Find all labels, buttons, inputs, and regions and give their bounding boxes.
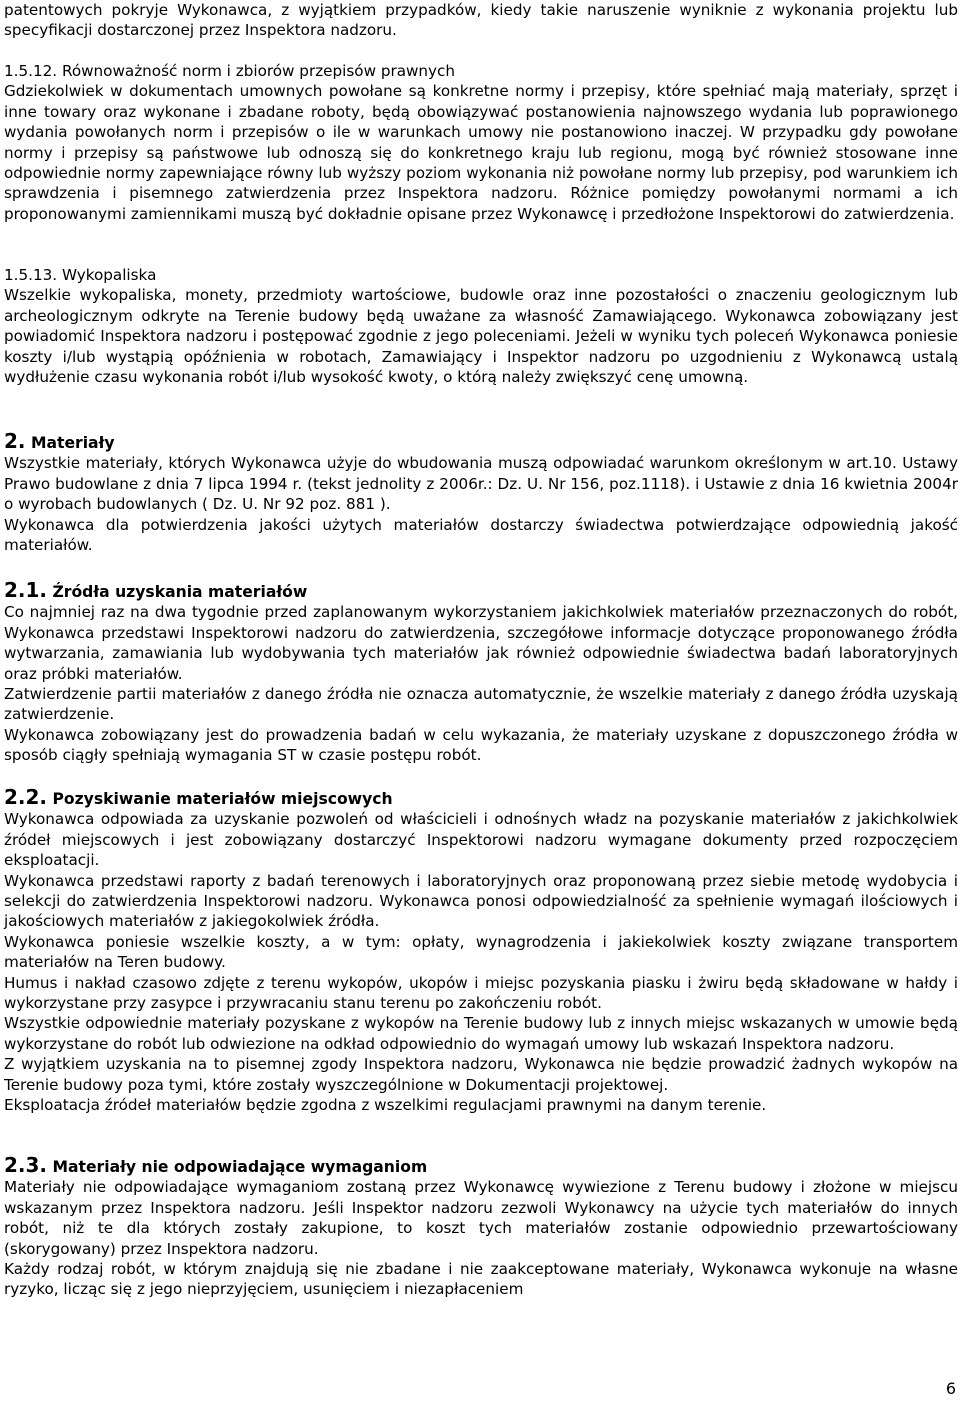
section-1-5-12-heading: 1.5.12. Równoważność norm i zbiorów przepisów prawnych bbox=[4, 62, 456, 80]
section-2-1-heading bbox=[4, 580, 958, 602]
section-2-2-number: 2.2. bbox=[4, 785, 48, 809]
section-1-5-12 bbox=[4, 61, 958, 224]
section-1-5-13-body: Wszelkie wykopaliska, monety, przedmioty wartościowe, budowle oraz inne pozostałości o znaczeniu geologicznym lub archeologicznym odkryte na Terenie budowy będą uważane za własność Zamawiającego. Wykonawca zobowiązany jest powiadomić Inspektora nadzoru i postępować zgodnie z jego poleceniami. Jeżeli w wyniku tych poleceń Wykonawca poniesie koszty i/lub wystąpią opóźnienia w robotach, Zamawiający i Inspektor nadzoru po uzgodnieniu z Wykonawcą ustalą wydłużenie czasu wykonania robót i/lub wysokość kwoty, o którą należy zwiększyć cenę umowną. bbox=[4, 286, 958, 387]
section-2-title: Materiały bbox=[30, 434, 115, 452]
intro-section bbox=[4, 0, 958, 41]
section-2-2-paragraph-2: Wykonawca przedstawi raporty z badań terenowych i laboratoryjnych oraz proponowaną przez siebie metodę wydobycia i selekcji do zatwierdzenia Inspektorowi nadzoru. Wykonawca ponosi odpowiedzialność za spełnienie wymagań ilościowych i jakościowych materiałów z jakiegokolwiek źródła. bbox=[4, 871, 958, 931]
section-2-2-heading bbox=[4, 787, 958, 809]
intro-paragraph: patentowych pokryje Wykonawca, z wyjątkiem przypadków, kiedy takie naruszenie wyniknie z wykonania projektu lub specyfikacji dostarczonej przez Inspektora nadzoru. bbox=[4, 1, 958, 40]
section-2-3-paragraph-2: Każdy rodzaj robót, w którym znajdują się nie zbadane i nie zaakceptowane materiały, Wykonawca wykonuje na własne ryzyko, licząc się z jego nieprzyjęciem, usunięciem i niezapłaceniem bbox=[4, 1260, 958, 1299]
section-2-3-paragraph-1: Materiały nie odpowiadające wymaganiom zostaną przez Wykonawcę wywiezione z Terenu budowy i złożone w miejscu wskazanym przez Inspektora nadzoru. Jeśli Inspektor nadzoru zezwoli Wykonawcy na użycie tych materiałów do innych robót, niż te dla których zostały zakupione, to koszt tych materiałów zostanie odpowiednio przewartościowany (skorygowany) przez Inspektora nadzoru. bbox=[4, 1178, 958, 1258]
section-2-1-paragraph-3: Wykonawca zobowiązany jest do prowadzenia badań w celu wykazania, że materiały uzyskane z dopuszczonego źródła w sposób ciągły spełniają wymagania ST w czasie postępu robót. bbox=[4, 725, 958, 765]
section-2-3-title: Materiały nie odpowiadające wymaganiom bbox=[52, 1158, 428, 1176]
section-2-2-paragraph-1: Wykonawca odpowiada za uzyskanie pozwoleń od właścicieli i odnośnych władz na pozyskanie materiałów z jakichkolwiek źródeł miejscowych i jest zobowiązany dostarczyć Inspektorowi nadzoru wymagane dokumenty przed rozpoczęciem eksploatacji. bbox=[4, 810, 958, 870]
section-2-3 bbox=[4, 1155, 958, 1300]
page-number: 6 bbox=[945, 1379, 956, 1398]
section-2-paragraph-2: Wykonawca dla potwierdzenia jakości użytych materiałów dostarczy świadectwa potwierdzające odpowiednią jakość materiałów. bbox=[4, 515, 958, 555]
section-2-paragraph-1: Wszystkie materiały, których Wykonawca użyje do wbudowania muszą odpowiadać warunkom określonym w art.10. Ustawy Prawo budowlane z dnia 7 lipca 1994 r. (tekst jednolity z 2006r.: Dz. U. Nr 156, poz.1118). i Ustawie z dnia 16 kwietnia 2004r o wyrobach budowlanych ( Dz. U. Nr 92 poz. 881 ). bbox=[4, 454, 958, 514]
section-2-2-paragraph-7: Eksploatacja źródeł materiałów będzie zgodna z wszelkimi regulacjami prawnymi na danym terenie. bbox=[4, 1096, 767, 1115]
section-2-1-paragraph-2: Zatwierdzenie partii materiałów z danego źródła nie oznacza automatycznie, że wszelkie materiały z danego źródła uzyskają zatwierdzenie. bbox=[4, 685, 958, 724]
section-2-2-title: Pozyskiwanie materiałów miejscowych bbox=[52, 790, 393, 808]
section-2-2-paragraph-6: Z wyjątkiem uzyskania na to pisemnej zgody Inspektora nadzoru, Wykonawca nie będzie prowadzić żadnych wykopów na Terenie budowy poza tymi, które zostały wyszczególnione w Dokumentacji projektowej. bbox=[4, 1055, 958, 1094]
section-1-5-13 bbox=[4, 265, 958, 387]
section-2-3-heading bbox=[4, 1155, 958, 1177]
section-2 bbox=[4, 431, 958, 555]
section-2-1 bbox=[4, 580, 958, 766]
section-2-2 bbox=[4, 787, 958, 1116]
section-2-2-paragraph-4: Humus i nakład czasowo zdjęte z terenu wykopów, ukopów i miejsc pozyskania piasku i żwiru będą składowane w hałdy i wykorzystane przy zasypce i przywracaniu stanu terenu po zakończeniu robót. bbox=[4, 973, 958, 1013]
section-2-heading bbox=[4, 431, 958, 453]
section-2-2-paragraph-5: Wszystkie odpowiednie materiały pozyskane z wykopów na Terenie budowy lub z innych miejsc wskazanych w umowie będą wykorzystane do robót lub odwiezione na odkład odpowiednio do wymagań umowy lub wskazań Inspektora nadzoru. bbox=[4, 1014, 958, 1053]
section-2-number: 2. bbox=[4, 429, 26, 453]
section-2-1-paragraph-1: Co najmniej raz na dwa tygodnie przed zaplanowanym wykorzystaniem jakichkolwiek materiałów przeznaczonych do robót, Wykonawca przedstawi Inspektorowi nadzoru do zatwierdzenia, szczegółowe informacje dotyczące proponowanego źródła wytwarzania, zamawiania lub wydobywania tych materiałów jak również odpowiednie świadectwa badań laboratoryjnych oraz próbki materiałów. bbox=[4, 603, 958, 683]
section-2-1-title: Źródła uzyskania materiałów bbox=[52, 583, 308, 601]
section-1-5-12-body: Gdziekolwiek w dokumentach umownych powołane są konkretne normy i przepisy, które spełniać mają materiały, sprzęt i inne towary oraz wykonane i zbadane roboty, będą obowiązywać postanowienia najnowszego wydania lub poprawionego wydania powołanych norm i przepisów o ile w warunkach umowy nie postanowiono inaczej. W przypadku gdy powołane normy i przepisy są państwowe lub odnoszą się do konkretnego kraju lub regionu, mogą być również stosowane inne odpowiednie normy zapewniające równy lub wyższy poziom wykonania niż powołane normy lub przepisy, pod warunkiem ich sprawdzenia i pisemnego zatwierdzenia przez Inspektora nadzoru. Różnice pomiędzy powołanymi normami a ich proponowanymi zamiennikami muszą być dokładnie opisane przez Wykonawcę i przedłożone Inspektorowi do zatwierdzenia. bbox=[4, 82, 958, 223]
section-2-2-paragraph-3: Wykonawca poniesie wszelkie koszty, a w tym: opłaty, wynagrodzenia i jakiekolwiek koszty związane transportem materiałów na Teren budowy. bbox=[4, 932, 958, 972]
section-1-5-13-heading: 1.5.13. Wykopaliska bbox=[4, 266, 157, 284]
section-2-3-number: 2.3. bbox=[4, 1153, 48, 1177]
section-2-1-number: 2.1. bbox=[4, 578, 48, 602]
